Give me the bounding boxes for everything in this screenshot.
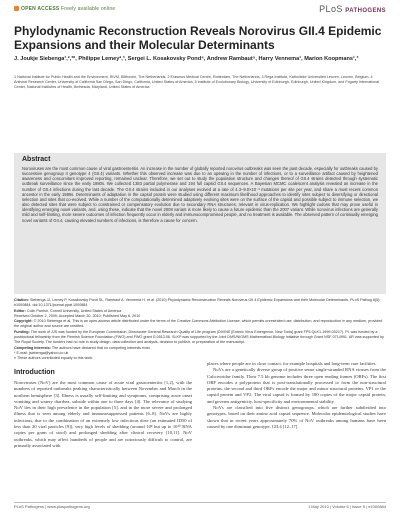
copyright-text: © 2010 Siebenga et al. This is an open-access article distributed under the terms of the Creative Commons Attribution License, which permits unrestricted use, distribution, and reproduction in any medium, provided the original author and source are credited. [14, 319, 383, 329]
funding-line [14, 330, 386, 346]
journal-logo-sub: PATHOGENS [345, 8, 386, 14]
competing-text: The authors have declared that no competing interests exist. [51, 345, 151, 350]
journal-logo-main: PLoS [319, 4, 343, 14]
citation-label: Citation: [14, 298, 29, 302]
funding-text: The work of JJS was funded by the European Commission, Directorate General Research Quality of Life program (DIVINE [Enteric Virus Emergence, New Tools] grant FP5-QLK1-1999-00217). PL was funded by a postdoctoral fellowship from the Flemish Science Foundation (FWO) and FWO grant G.0513.06. SLKP was supported by the Joint DMS/NIGMS Mathematical Biology Initiative through Grant NSF-0714991. AR was supported by The Royal Society. The funders had no role in study design, data collection and analysis, decision to publish, or preparation of the manuscript. [14, 329, 384, 345]
intro-paragraph: NoVs are classified into five distinct genogroups, which are further subdivided into genotypes, based on their amino acid capsid sequence. Molecular epidemiological studies have shown that in recent years approximately 70% of NoV outbreaks among humans have been caused by one dominant genotype, GII.4 [12–17]. [207, 405, 386, 429]
editor-text: Colin Parrish, Cornell University, United States of America [26, 308, 122, 313]
article-metadata [14, 298, 386, 362]
dates-line: Received October 2, 2009; Accepted March 30, 2010; Published May 6, 2010 [14, 313, 141, 318]
open-access-suffix: Freely available online [61, 6, 116, 12]
equal-contribution-line: ¤ These authors contributed equally to this work. [14, 356, 94, 361]
introduction-left-column [14, 380, 192, 449]
citation-line [14, 298, 386, 309]
journal-logo [319, 4, 386, 14]
affiliations: 1 National Institute for Public Health and the Environment, RIVM, Bilthoven, The Netherlands, 2 Erasmus Medical Centre, Rotterdam, The Netherlands, 3 Rega Institute, Katholieke Universiteit Leuven, Leuven, Belgium, 4 Antiviral Research Center, University of California San Diego, San Diego, California, United States of America, 5 Institute of Evolutionary Biology, University of Edinburgh, Edinburgh, United Kingdom, and Fogarty International Center, National Institutes of Health, Bethesda, Maryland, United States of America [14, 75, 380, 89]
email-line: * E-mail: jsiebenga@yahoo.co.uk [14, 350, 69, 355]
abstract-text: Noroviruses are the most common cause of viral gastroenteritis. An increase in the number of globally reported norovirus outbreaks was seen the past decade, especially for outbreaks caused by successive genogroup II genotype 4 (GII.4) variants. Whether this observed increase was due to an upswing in the number of infections, or to a surveillance artifact caused by heightened awareness and concomitant improved reporting, remained unclear. Therefore, we set out to study the population structure and changes thereof of GII.4 strains detected through systematic outbreak surveillance since the early 1980s. We collected 1383 partial polymerase and 194 full capsid GII.4 sequences. A Bayesian MCMC coalescent analysis revealed an increase in the number of GII.4 infections during the last decade. The GII.4 strains included in our analyses evolved at a rate of 4.3–9.0×10⁻³ mutations per site per year, and share a most recent common ancestor in the early 1980s. Determinants of adaptation in the capsid protein were studied using different maximum likelihood approaches to identify sites subject to diversifying or directional selection and sites that co-evolved. While a number of the computationally determined adaptively evolving sites were on the surface of the capsid and possible subject to immune selection, we also detected sites that were subject to constrained or compensatory evolution due to secondary RNA structures, relevant in virus-replication. We highlight codons that may prove useful in identifying emerging novel variants, and, using these, indicate that the novel 2008 variant is more likely to cause a future epidemic than the 2007 variant. While norovirus infections are generally mild and self-limiting, more severe outcomes of infection frequently occur in elderly and immunocompromised people, and no treatment is available. The observed pattern of continually emerging novel variants of GII.4, causing elevated numbers of infections, is therefore a cause for concern. [22, 166, 378, 223]
journal-header [14, 6, 386, 18]
introduction-right-column [207, 361, 386, 430]
editor-label: Editor: [14, 308, 26, 313]
author-list: J. Joukje Siebenga¹,²,³*, Philippe Lemey²,³, Sergei L. Kosakovsky Pond⁴, Andrew Rambaut⁵, Harry Vennema¹, Marion Koopmans¹,³ [14, 56, 359, 62]
abstract-box [14, 153, 386, 294]
abstract-heading: Abstract [22, 156, 51, 163]
introduction-heading: Introduction [14, 369, 55, 376]
article-title: Phylodynamic Reconstruction Reveals Norovirus GII.4 Epidemic Expansions and their Molecular Determinants [14, 24, 382, 52]
open-access-badge [14, 6, 115, 12]
intro-paragraph: NoVs are a genetically diverse group of positive sense single-stranded RNA viruses from the Caliciviridae family. Their 7.5 kb genome includes three open reading frames (ORFs). The first ORF encodes a polyprotein that is post-translationally processed to form the non-structural proteins, the second and third ORFs encode the major and minor structural proteins, VP1 or the capsid protein and VP2. The viral capsid is formed by 180 copies of the major capsid protein, and governs antigenicity, host-specificity and environmental stability. [207, 367, 386, 404]
copyright-label: Copyright: [14, 319, 33, 324]
footer-issue-info: 1 May 2010 | Volume 6 | Issue 5 | e1000884 [307, 504, 386, 509]
funding-label: Funding: [14, 329, 30, 334]
footer-journal-url: PLoS Pathogens | www.plospathogens.org [14, 504, 90, 509]
open-access-icon [14, 6, 19, 11]
footer-divider [14, 502, 386, 503]
copyright-line [14, 319, 386, 330]
citation-text: Siebenga JJ, Lemey P, Kosakovsky Pond SL, Rambaut A, Vennema H, et al. (2010) Phylodynamic Reconstruction Reveals Norovirus GII.4 Epidemic Expansions and their Molecular Determinants. PLoS Pathog 6(5): e1000884. doi:10.1371/journal.ppat.1000884 [14, 298, 381, 308]
intro-paragraph: Noroviruses (NoV) are the most common cause of acute viral gastroenteritis [1,2], with the numbers of reported outbreaks peaking characteristically between November and March in the northern hemisphere [3]. Illness is usually self-limiting and symptoms, comprising acute onset vomiting and watery diarrhea, subside within one to three days [4]. The relevance of studying NoV lies in their high prevalence in the population [5], and in the more severe and prolonged illness that is seen among elderly and immunosuppressed patients [6–8]. NoVs are highly infectious, due to the combination of an extremely low infectious dose (an estimated ID50 of less than 20 viral particles [9]), very high levels of shedding (around 10⁸ but up to 10¹⁰ RNA copies per gram of stool) and prolonged shedding after clinical recovery [10,11]. NoV outbreaks, which may affect hundreds of people and are notoriously difficult to control, are primarily associated with [14, 380, 192, 448]
competing-label: Competing Interests: [14, 345, 51, 350]
intro-paragraph: places where people are in close contact, for example hospitals and long-term care facilities. [207, 361, 377, 366]
open-access-label: OPEN ACCESS [21, 6, 60, 12]
